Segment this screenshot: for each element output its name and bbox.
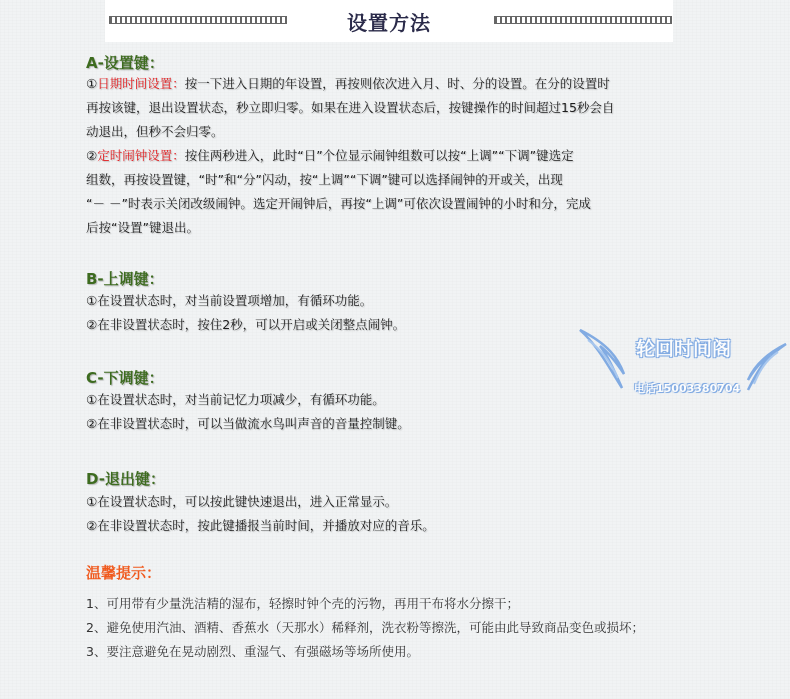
section-c-line-1: ①在设置状态时，对当前记忆力项减少，有循环功能。 <box>86 392 385 407</box>
text-line: 后按“设置”键退出。 <box>86 220 199 235</box>
tip-line-1: 1、可用带有少量洗洁精的湿布，轻擦时钟个壳的污物，再用干布将水分擦干； <box>86 596 519 611</box>
section-a-heading: A-设置键： <box>86 54 164 72</box>
marker: ② <box>86 148 98 163</box>
section-d-line-2: ②在非设置状态时，按此键播报当前时间，并播放对应的音乐。 <box>86 518 435 533</box>
page-title: 设置方法 <box>347 11 431 35</box>
tips-heading: 温馨提示： <box>86 564 162 582</box>
tip-line-2: 2、避免使用汽油、酒精、香蕉水（天那水）稀释剂，洗衣粉等擦洗，可能由此导致商品变色或损坏； <box>86 620 644 635</box>
shop-watermark <box>578 326 788 400</box>
section-b-line-1: ①在设置状态时，对当前设置项增加，有循环功能。 <box>86 293 373 308</box>
section-c-line-2: ②在非设置状态时，可以当做流水鸟叫声音的音量控制键。 <box>86 416 410 431</box>
text-line: “－ －”时表示关闭改级闹钟。选定开闹钟后，再按“上调”可依次设置闹钟的小时和分，完成 <box>86 196 591 211</box>
tip-line-3: 3、要注意避免在晃动剧烈、重湿气、有强磁场等场所使用。 <box>86 644 419 659</box>
date-time-setting-label: 日期时间设置： <box>97 76 185 91</box>
watermark-shop-name: 轮回时间阁 <box>636 338 732 360</box>
section-a-paragraph-1 <box>86 72 686 144</box>
section-a-paragraph-2 <box>86 144 686 240</box>
section-b-heading: B-上调键： <box>86 270 164 288</box>
decorative-border-right <box>494 16 672 24</box>
section-d-heading: D-退出键： <box>86 470 165 488</box>
text-line: 动退出，但秒不会归零。 <box>86 124 224 139</box>
text-line: 按一下进入日期的年设置，再按则依次进入月、时、分的设置。在分的设置时 <box>184 76 610 91</box>
text-line: 按住两秒进入，此时“日”个位显示闹钟组数可以按“上调”“下调”键选定 <box>184 148 574 163</box>
section-c-heading: C-下调键： <box>86 369 164 387</box>
title-banner <box>105 0 673 42</box>
text-line: 组数，再按设置键，“时”和“分”闪动，按“上调”“下调”键可以选择闹钟的开或关，出现 <box>86 172 563 187</box>
section-b-line-2: ②在非设置状态时，按住2秒，可以开启或关闭整点闹钟。 <box>86 317 406 332</box>
section-d-line-1: ①在设置状态时，可以按此键快速退出，进入正常显示。 <box>86 494 398 509</box>
text-line: 再按该键，退出设置状态，秒立即归零。如果在进入设置状态后，按键操作的时间超过15秒会自 <box>86 100 615 115</box>
alarm-setting-label: 定时闹钟设置： <box>97 148 185 163</box>
watermark-phone: 电话15003380704 <box>634 382 741 395</box>
marker: ① <box>86 76 98 91</box>
